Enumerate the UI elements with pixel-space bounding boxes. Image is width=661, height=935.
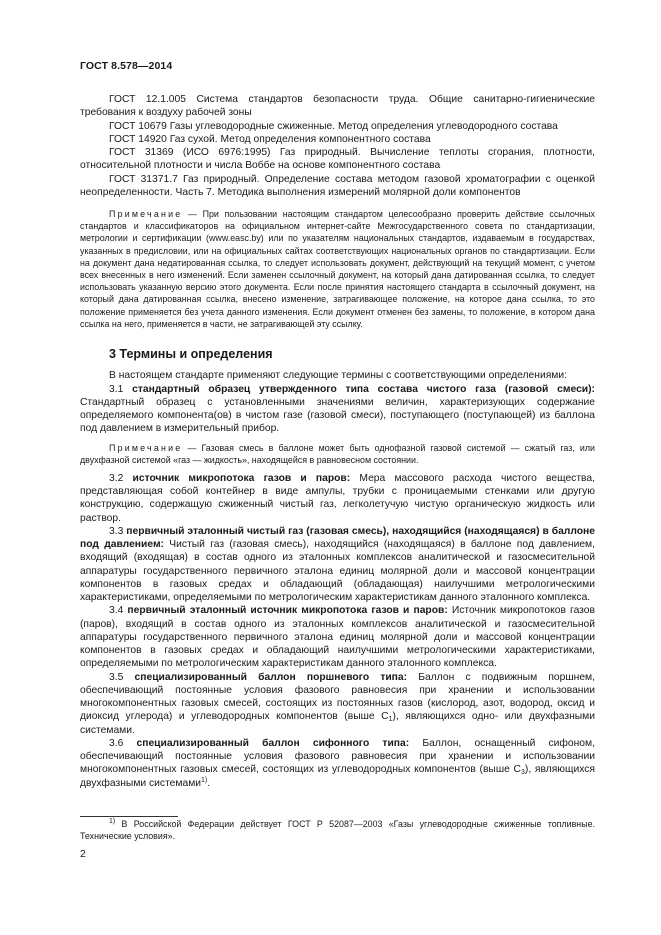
term-3-2-name: источник микропотока газов и паров:: [132, 472, 351, 484]
term-3-4: 3.4 первичный эталонный источник микропотока газов и паров: Источник микропотоков газов (паров), входящий в состав одного из эталонных комплексов аналитической и газосмесительной аппаратуры государственного первичного эталона единиц молярной доли и массовой концентрации компонентов в газовых средах и обладающий наилучшими метрологическими характеристиками, определяемыми по метрологическим характеристикам данного эталонного комплекса.: [80, 605, 595, 670]
note-text: Газовая смесь в баллоне может быть однофазной газовой системой — сжатый газ, или двухфазной системой «газ — жидкость», находящейся в равновесном состоянии.: [80, 442, 596, 465]
page-header-standard: ГОСТ 8.578—2014: [80, 60, 173, 72]
footnote-mark: 1): [109, 818, 116, 825]
reference-item: ГОСТ 14920 Газ сухой. Метод определения компонентного состава: [109, 133, 431, 145]
term-3-6-name: специализированный баллон сифонного типа:: [136, 737, 410, 749]
page-body: [80, 93, 595, 790]
term-3-1-name: стандартный образец утвержденного типа состава чистого газа (газовой смеси):: [132, 383, 595, 395]
note-text: При пользовании настоящим стандартом целесообразно проверить действие ссылочных стандартов и классификаторов на официальном интернет-сайте Межгосударственного совета по стандартизации, метрологии и сертификации (www.easc.by) или по указателям национальных стандартов, издаваемым в государствах, указанных в предисловии, или на официальных сайтах соответствующих национальных органов по стандартизации. Если на документ дана недатированная ссылка, то следует использовать документ, действующий на текущий момент, с учетом всех внесенных в него изменений. Если заменен ссылочный документ, на который дана датированная ссылка, то следует использовать указанную версию этого документа. Если после принятия настоящего стандарта в ссылочный документ, на который дана датированная ссылка, внесено изменение, затрагивающее положение, на которое дана ссылка, то это положение применяется без учета данного изменения. Если документ отменен без замены, то положение, в котором дана ссылка на него, применяется в части, не затрагивающей эту ссылку.: [80, 209, 595, 329]
term-3-5-definition: Баллон с подвижным поршнем, обеспечивающий постоянные условия фазового равновесия при хранении и использовании многокомпонентных газовых смесей, состоящих из постоянных газов (кислород, азот, водород, оксид и диоксид углерода) и углеводородных компонентов (выше С: [80, 671, 595, 723]
page-number: 2: [80, 848, 86, 860]
footnote-divider: [80, 816, 178, 817]
term-3-4-definition: Источник микропотоков газов (паров), входящий в состав одного из эталонных комплексов аналитической и газосмесительной аппаратуры государственного первичного эталона единиц молярной доли и массовой концентрации компонентов в газовых средах и обладающий наилучшими метрологическими характеристиками, определяемыми по метрологическим характеристикам данного эталонного комплекса.: [80, 605, 595, 670]
term-3-2: 3.2 источник микропотока газов и паров: Мера массового расхода чистого вещества, представляющая собой контейнер в виде ампулы, трубки с проницаемыми стенками или другую конструкцию, содержащую сжиженный чистый газ, легколетучую чистую органическую жидкость или раствор.: [80, 472, 595, 524]
note-label: Примечание: [109, 442, 183, 453]
note-3-1: Примечание — Газовая смесь в баллоне может быть однофазной газовой системой — сжатый газ, или двухфазной системой «газ — жидкость», находящейся в равновесном состоянии.: [80, 442, 596, 465]
section-3-intro: В настоящем стандарте применяют следующие термины с соответствующими определениями:: [109, 370, 567, 382]
term-3-3: 3.3 первичный эталонный чистый газ (газовая смесь), находящийся (находящаяся) в баллоне под давлением: Чистый газ (газовая смесь), находящийся (находящаяся) в баллоне под давлением, входящий (входящая) в состав одного из эталонных комплексов аналитической и газосмесительной аппаратуры государственного первичного эталона единиц молярной доли и массовой концентрации компонентов в газовых средах и обладающий (обладающая) наилучшими метрологическими характеристиками, определяемыми по метрологическим характеристикам данного эталонного комплекса.: [80, 525, 596, 604]
reference-item: ГОСТ 12.1.005 Система стандартов безопасности труда. Общие санитарно-гигиенические требования к воздуху рабочей зоны: [80, 94, 595, 119]
reference-item: ГОСТ 31371.7 Газ природный. Определение состава методом газовой хроматографии с оценкой неопределенности. Часть 7. Методика выполнения измерений молярной доли компонентов: [80, 173, 595, 198]
reference-item: ГОСТ 10679 Газы углеводородные сжиженные. Метод определения углеводородного состава: [109, 120, 558, 132]
term-3-2-definition: Мера массового расхода чистого вещества, представляющая собой контейнер в виде ампулы, трубки с проницаемыми стенками или другую конструкцию, содержащую сжиженный чистый газ, легколетучую чистую органическую жидкость или раствор.: [80, 472, 595, 524]
term-3-3-definition: Чистый газ (газовая смесь), находящийся (находящаяся) в баллоне под давлением, входящий (входящая) в состав одного из эталонных комплексов аналитической и газосмесительной аппаратуры государственного первичного эталона единиц молярной доли и массовой концентрации компонентов в газовых средах и обладающий (обладающая) наилучшими метрологическими характеристиками, определяемыми по метрологическим характеристикам данного эталонного комплекса.: [80, 539, 596, 604]
term-3-1-definition: Стандартный образец с установленными значениями величин, характеризующих содержание определяемого компонента(ов) в чистом газе (газовой смеси), поступающего (поступающей) из баллона под давлением в измерительный прибор.: [80, 396, 595, 435]
term-3-3-name: первичный эталонный чистый газ (газовая смесь), находящийся (находящаяся) в баллоне под давлением:: [80, 525, 595, 551]
note-references: Примечание — При пользовании настоящим стандартом целесообразно проверить действие ссылочных стандартов и классификаторов на официальном интернет-сайте Межгосударственного совета по стандартизации, метрологии и сертификации (www.easc.by) или по указателям национальных стандартов, издаваемым в государствах, указанных в предисловии, или на официальных сайтах соответствующих национальных органов по стандартизации. Если на документ дана недатированная ссылка, то следует использовать документ, действующий на текущий момент, с учетом всех внесенных в него изменений. Если заменен ссылочный документ, на который дана датированная ссылка, то следует использовать указанную версию этого документа. Если после принятия настоящего стандарта в ссылочный документ, на который дана датированная ссылка, внесено изменение, затрагивающее положение, на которое дана ссылка, то это положение применяется без учета данного изменения. Если документ отменен без замены, то положение, в котором дана ссылка на него, применяется в части, не затрагивающей эту ссылку.: [80, 209, 595, 329]
term-3-5: 3.5 специализированный баллон поршневого типа: Баллон с подвижным поршнем, обеспечивающий постоянные условия фазового равновесия при хранении и использовании многокомпонентных газовых смесей, состоящих из постоянных газов (кислород, азот, водород, оксид и диоксид углерода) и углеводородных компонентов (выше $С_1$), являющихся одно- или двухфазными системами.: [80, 671, 595, 736]
footnote-text: В Российской Федерации действует ГОСТ Р 52087—2003 «Газы углеводородные сжиженные топливные. Технические условия».: [80, 819, 595, 841]
footnote-reference: 1): [201, 776, 208, 784]
reference-item: ГОСТ 31369 (ИСО 6976:1995) Газ природный. Вычисление теплоты сгорания, плотности, относительной плотности и числа Воббе на основе компонентного состава: [80, 147, 595, 172]
term-3-4-name: первичный эталонный источник микропотока газов и паров:: [127, 605, 448, 617]
section-3-title: 3 Термины и определения: [109, 347, 273, 362]
term-3-6: 3.6 специализированный баллон сифонного типа: Баллон, оснащенный сифоном, обеспечивающий постоянные условия фазового равновесия при хранении и использовании многокомпонентных газовых смесей, состоящих из углеводородных компонентов (выше $С_3$), являющихся двухфазными системами$^{1)}$.: [80, 737, 596, 789]
footnote: [80, 818, 595, 842]
term-3-6-definition: Баллон, оснащенный сифоном, обеспечивающий постоянные условия фазового равновесия при хранении и использовании многокомпонентных газовых смесей, состоящих из углеводородных компонентов (выше С: [80, 737, 595, 776]
note-label: Примечание: [109, 209, 183, 219]
term-3-1: 3.1 стандартный образец утвержденного типа состава чистого газа (газовой смеси): Стандартный образец с установленными значениями величин, характеризующих содержание определяемого компонента(ов) в чистом газе (газовой смеси), поступающего (поступающей) из баллона под давлением в измерительный прибор.: [80, 383, 595, 435]
term-3-5-name: специализированный баллон поршневого типа:: [134, 671, 408, 683]
